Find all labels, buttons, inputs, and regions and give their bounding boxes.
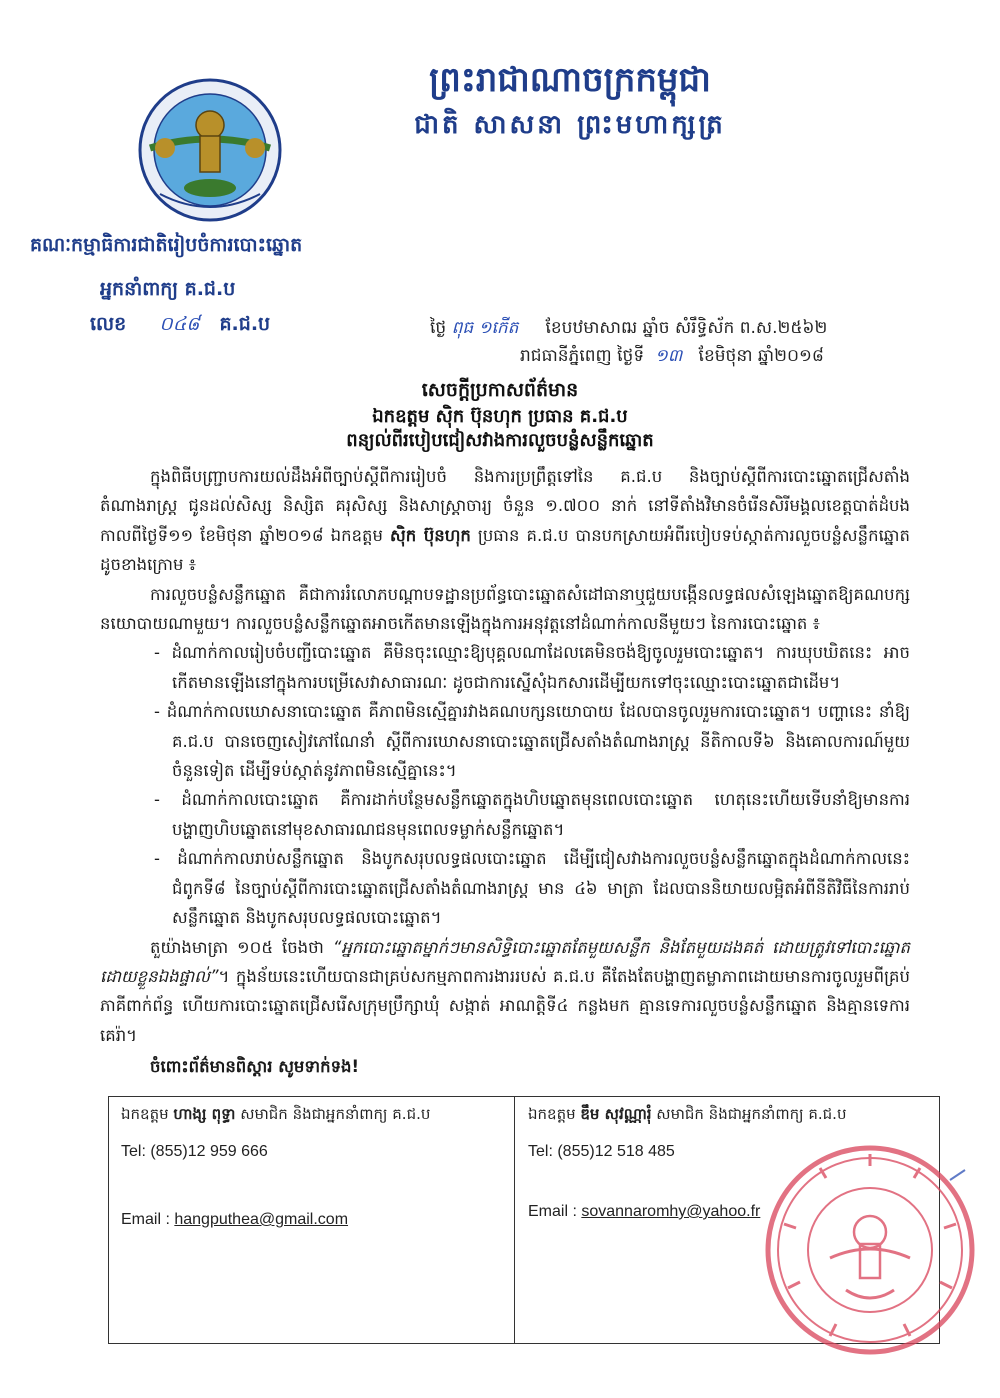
contact-phone: Tel: (855)12 518 485 [528, 1143, 675, 1160]
bullet-voting: - ដំណាក់កាលបោះឆ្នោត គឺការដាក់បន្ថែមសន្លឹកឆ្នោតក្នុងហិបឆ្នោតមុនពេលបោះឆ្នោត ហេតុនេះហើយទើបនាំឱ្យមានការបង្ហាញហិបឆ្នោតនៅមុខសាធារណជនមុនពេលទម្លាក់សន្លឹកឆ្នោត។ [154, 790, 910, 839]
contact-name-line [528, 1105, 846, 1127]
spokesperson-office: អ្នកនាំពាក្យ គ.ជ.ប [100, 278, 236, 300]
contact-role: សមាជិក និងជាអ្នកនាំពាក្យ គ.ជ.ប [651, 1105, 847, 1123]
contact-name: ហាង្ស ពុទ្ធា [173, 1105, 236, 1123]
kingdom-title: ព្រះរាជាណាចក្រកម្ពុជា [429, 60, 711, 100]
email-label: Email : [121, 1211, 175, 1228]
intro-text-end: ប្រធាន គ.ជ.ប បានបកស្រាយអំពីរបៀបទប់ស្កាត់ការលួចបន្លំសន្លឹកឆ្នោតដូចខាងក្រោម ៖ [100, 525, 910, 575]
lunar-day-value: ពុធ ១កើត [451, 318, 519, 338]
closing-line: ចំពោះព័ត៌មានពិស្តារ សូមទាក់ទង! [150, 1057, 360, 1077]
solar-prefix: រាជធានីភ្នំពេញ ថ្ងៃទី [520, 346, 645, 366]
bullet-registration: - ដំណាក់កាលរៀបចំបញ្ជីបោះឆ្នោត គឺមិនចុះឈ្មោះឱ្យបុគ្គលណាដែលគេមិនចង់ឱ្យចូលរួមបោះឆ្នោត។ ការឃុបឃិតនេះ អាចកើតមានឡើងនៅក្នុងការបម្រើសេវាសាធារណៈ ដូចជាការស្នើសុំឯកសារដើម្បីយកទៅចុះឈ្មោះបោះឆ្នោតជាដើម។ [154, 643, 910, 692]
national-motto: ជាតិ សាសនា ព្រះមហាក្សត្រ [414, 110, 726, 140]
bullet-campaign: - ដំណាក់កាលឃោសនាបោះឆ្នោត គឺភាពមិនស្មើគ្នារវាងគណបក្សនយោបាយ ដែលបានចូលរួមការបោះឆ្នោត។ បញ្ហានេះ នាំឱ្យ គ.ជ.ប បានចេញសៀវភៅណែនាំ ស្តីពីការឃោសនាបោះឆ្នោតជ្រើសតាំងតំណាងរាស្ត្រ នីតិកាលទី៦ និងគោលការណ៍មួយចំនួនទៀត ដើម្បីទប់ស្កាត់នូវភាពមិនស្មើគ្នានេះ។ [154, 702, 910, 781]
paragraph-article-105 [100, 933, 910, 1051]
ref-number-value: ០៤៨ [159, 313, 200, 335]
nec-logo [120, 70, 300, 230]
contact-title: ឯកឧត្តម [121, 1105, 174, 1123]
email-link[interactable]: sovannaromhy@yahoo.fr [581, 1203, 761, 1220]
email-label: Email : [528, 1203, 582, 1220]
press-release-title: សេចក្តីប្រកាសព័ត៌មាន [421, 379, 579, 401]
intro-text: ក្នុងពិធីបញ្ជ្រាបការយល់ដឹងអំពីច្បាប់ស្តីពីការរៀបចំ និងការប្រព្រឹត្តទៅនៃ គ.ជ.ប និងច្បាប់ស្តីពីការបោះឆ្នោតជ្រើសតាំងតំណាងរាស្ត្រ ជូនដល់សិស្ស និស្សិត គរុសិស្ស និងសាស្ត្រាចារ្យ ចំនួន ១.៧០០ នាក់ នៅទីតាំងវិមានចំរើនសិរីមង្គលខេត្តបាត់ដំបង កាលពីថ្ងៃទី១១ ខែមិថុនា ឆ្នាំ២០១៨ ឯកឧត្តម [100, 467, 910, 545]
lunar-date [430, 317, 827, 342]
solar-day-value: ១៣ [654, 346, 683, 366]
lunar-day-label: ថ្ងៃ [430, 318, 447, 338]
contact-phone: Tel: (855)12 959 666 [121, 1143, 268, 1160]
email-link[interactable]: hangputhea@gmail.com [174, 1211, 349, 1228]
contact-name: ឌឹម សុវណ្ណារុំ [580, 1105, 652, 1123]
paragraph-definition: ការលួចបន្លំសន្លឹកឆ្នោត គឺជាការរំលោភបណ្តាបទដ្ឋានប្រព័ន្ធបោះឆ្នោតសំដៅធានាឬជួយបង្កើនលទ្ធផលសំឡេងឆ្នោតឱ្យគណបក្សនយោបាយណាមួយ។ ការលួចបន្លំសន្លឹកឆ្នោតអាចកើតមានឡើងក្នុងការអនុវត្តនៅដំណាក់កាលនីមួយៗ នៃការបោះឆ្នោត ៖ [100, 584, 910, 634]
contact-title: ឯកឧត្តម [528, 1105, 581, 1123]
contact-role: សមាជិក និងជាអ្នកនាំពាក្យ គ.ជ.ប [235, 1105, 431, 1123]
article-conclusion: ។ ក្នុងន័យនេះហើយបានជាគ្រប់សកម្មភាពការងាររបស់ គ.ជ.ប គឺតែងតែបង្ហាញតម្លាភាពដោយមានការចូលរួមពីគ្រប់ភាគីពាក់ព័ន្ធ ហើយការបោះឆ្នោតជ្រើសរើសក្រុមប្រឹក្សាឃុំ សង្កាត់ អាណត្តិទី៤ កន្លងមក គ្មានទេការលួចបន្លំសន្លឹកឆ្នោត និងគ្មានទេការគេរ៉ា។ [100, 966, 910, 1045]
contact-email-line [528, 1203, 760, 1221]
article-intro: តួយ៉ាងមាត្រា ១០៥ ចែងថា [150, 937, 333, 957]
ref-prefix: លេខ [90, 313, 127, 335]
ref-suffix: គ.ជ.ប [219, 313, 271, 335]
contact-email-line [121, 1211, 348, 1229]
press-release-body [100, 462, 910, 1082]
press-release-subtitle: ឯកឧត្តម សុិក ប៊ុនហុក ប្រធាន គ.ជ.ប [372, 406, 628, 427]
official-seal [760, 1140, 980, 1360]
solar-date [520, 345, 824, 370]
org-name: គណៈកម្មាធិការជាតិរៀបចំការបោះឆ្នោត [30, 234, 303, 256]
president-name: សុិក ប៊ុនហុក [390, 525, 471, 545]
reference-number [90, 312, 270, 340]
paragraph-intro [100, 462, 910, 580]
article-quote: “អ្នកបោះឆ្នោតម្នាក់ៗមានសិទ្ធិបោះឆ្នោតតែមួយសន្លឹក និងតែមួយដងគត់ ដោយត្រូវទៅបោះឆ្នោតដោយខ្លួនឯងផ្ទាល់” [100, 937, 910, 986]
bullet-counting: - ដំណាក់កាលរាប់សន្លឹកឆ្នោត និងបូកសរុបលទ្ធផលបោះឆ្នោត ដើម្បីជៀសវាងការលួចបន្លំសន្លឹកឆ្នោតក្នុងដំណាក់កាលនេះ ជំពូកទី៨ នៃច្បាប់ស្តីពីការបោះឆ្នោតជ្រើសតាំងតំណាងរាស្ត្រ មាន ៤៦ មាត្រា ដែលបាននិយាយលម្អិតអំពីនីតិវិធីនៃការរាប់សន្លឹកឆ្នោត និងបូកសរុបលទ្ធផលបោះឆ្នោត។ [154, 849, 910, 928]
lunar-rest: ខែបឋមាសាឍ ឆ្នាំច សំរឹទ្ធិស័ក ព.ស.២៥៦២ [545, 318, 828, 338]
contact-card [109, 1097, 515, 1343]
press-release-topic: ពន្យល់ពីរបៀបជៀសវាងការលួចបន្លំសន្លឹកឆ្នោត [346, 430, 654, 451]
solar-rest: ខែមិថុនា ឆ្នាំ២០១៨ [698, 346, 824, 366]
contact-name-line [121, 1105, 430, 1127]
